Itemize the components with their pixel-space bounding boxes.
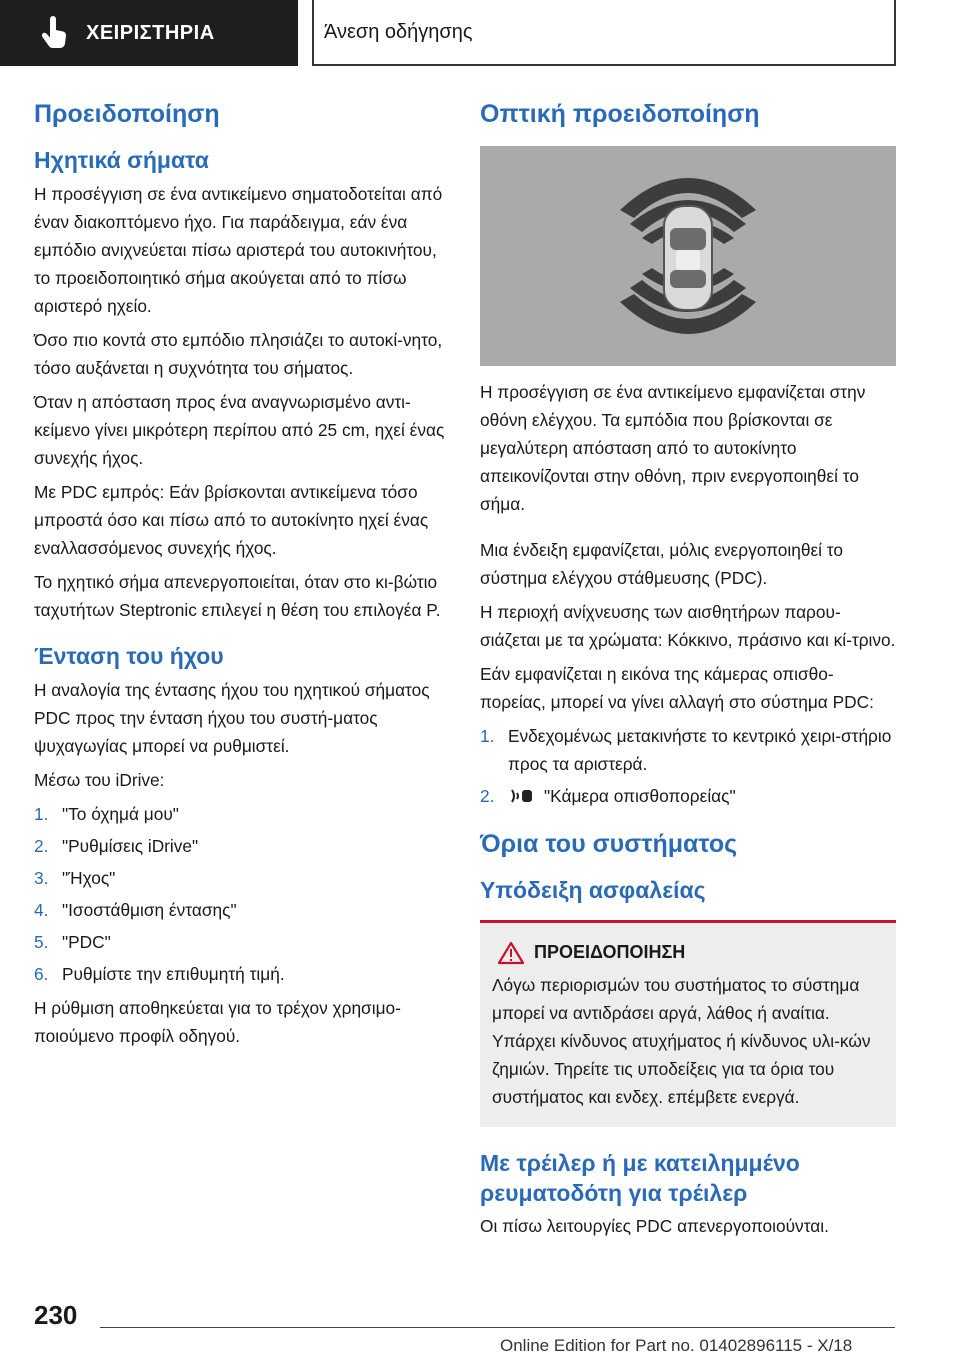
- left-column: [34, 98, 454, 1056]
- paragraph: Μια ένδειξη εμφανίζεται, μόλις ενεργοποιηθεί το σύστημα ελέγχου στάθμευσης (PDC).: [480, 539, 843, 588]
- section-title: ΧΕΙΡΙΣΤΗΡΙΑ: [86, 21, 215, 44]
- paragraph: Όσο πιο κοντά στο εμπόδιο πλησιάζει το αυτοκί-νητο, τόσο αυξάνεται η συχνότητα του σήματος.: [34, 329, 443, 378]
- paragraph: Η ρύθμιση αποθηκεύεται για το τρέχον χρησιμο-ποιούμενο προφίλ οδηγού.: [34, 997, 401, 1046]
- paragraph: Η προσέγγιση σε ένα αντικείμενο εμφανίζεται στην οθόνη ελέγχου. Τα εμπόδια που βρίσκονται σε μεγαλύτερη απόσταση από το αυτοκίνητο απεικονίζονται στην οθόνη, πριν ενεργοποιηθεί το σήμα.: [480, 381, 866, 514]
- paragraph: Το ηχητικό σήμα απενεργοποιείται, όταν στο κι-βώτιο ταχυτήτων Steptronic επιλεγεί η θέση του επιλογέα P.: [34, 571, 441, 620]
- list-item: 4. "Ισοστάθμιση έντασης": [34, 899, 237, 920]
- heading-visual-warning: Οπτική προειδοποίηση: [480, 100, 760, 128]
- paragraph: Η προσέγγιση σε ένα αντικείμενο σηματοδοτείται από έναν διακοπτόμενο ήχο. Για παράδειγμα, εάν ένα εμπόδιο ανιχνεύεται πίσω αριστερά του αυτοκινήτου, το προειδοποιητικό σήμα ακούγεται από το πίσω αριστερό ηχείο.: [34, 183, 443, 316]
- paragraph: Με PDC εμπρός: Εάν βρίσκονται αντικείμενα τόσο μπροστά όσο και πίσω από το αυτοκίνητο ηχεί ένας εναλλασσόμενος συνεχής ήχος.: [34, 481, 429, 558]
- page-header: [0, 0, 960, 66]
- warning-header: [492, 941, 884, 965]
- heading-trailer: Με τρέιλερ ή με κατειλημμένο ρευματοδότη για τρέιλερ: [480, 1149, 800, 1206]
- list-item: 6. Ρυθμίστε την επιθυμητή τιμή.: [34, 963, 285, 984]
- list-item: 1. "Το όχημά μου": [34, 803, 179, 824]
- pdc-display-figure: [480, 146, 896, 366]
- paragraph: Εάν εμφανίζεται η εικόνα της κάμερας οπισθο-πορείας, μπορεί να γίνει αλλαγή στο σύστημα PDC:: [480, 663, 874, 712]
- chapter-title: Άνεση οδήγησης: [324, 20, 473, 43]
- warning-box: [480, 920, 896, 1127]
- steps-list: [480, 722, 896, 810]
- paragraph: Μέσω του iDrive:: [34, 769, 165, 790]
- section-tab: [0, 0, 298, 66]
- car-sensor-icon: [480, 146, 896, 366]
- right-column: [480, 98, 896, 1246]
- edition-note: Online Edition for Part no. 01402896115 - X/18: [500, 1336, 853, 1355]
- list-item: 2. "Κάμερα οπισθοπορείας": [480, 785, 736, 806]
- list-item: 2. "Ρυθμίσεις iDrive": [34, 835, 199, 856]
- list-item: 3. "Ήχος": [34, 867, 116, 888]
- list-item: 5. "PDC": [34, 931, 111, 952]
- heading-audio-signals: Ηχητικά σήματα: [34, 146, 209, 173]
- heading-system-limits: Όρια του συστήματος: [480, 829, 738, 858]
- chapter-tab: [312, 0, 896, 66]
- paragraph: Η αναλογία της έντασης ήχου του ηχητικού σήματος PDC προς την ένταση ήχου του συστή-ματος ψυχαγωγίας μπορεί να ρυθμιστεί.: [34, 679, 430, 756]
- warning-title: ΠΡΟΕΙΔΟΠΟΙΗΣΗ: [534, 942, 686, 963]
- heading-warning: Προειδοποίηση: [34, 100, 220, 128]
- warning-text: Λόγω περιορισμών του συστήματος το σύστημα μπορεί να αντιδράσει αργά, λάθος ή αναίτια. Υπάρχει κίνδυνος ατυχήματος ή κίνδυνος υλι-κών ζημιών. Τηρείτε τις υποδείξεις για τα όρια του συστήματος και ενδεχ. επέμβετε ενεργά.: [492, 974, 871, 1107]
- steps-list: [34, 800, 454, 988]
- paragraph: Όταν η απόσταση προς ένα αναγνωρισμένο αντι-κείμενο γίνει μικρότερη περίπου από 25 cm, ηχεί ένας συνεχής ήχος.: [34, 391, 445, 468]
- heading-safety-note: Υπόδειξη ασφαλείας: [480, 876, 706, 903]
- list-item: 1. Ενδεχομένως μετακινήστε το κεντρικό χειρι-στήριο προς τα αριστερά.: [480, 725, 892, 774]
- footer-divider: [100, 1327, 895, 1328]
- paragraph: Οι πίσω λειτουργίες PDC απενεργοποιούνται.: [480, 1216, 829, 1237]
- pointing-hand-icon: [36, 15, 72, 51]
- heading-volume: Ένταση του ήχου: [34, 642, 224, 669]
- paragraph: Η περιοχή ανίχνευσης των αισθητήρων παρου-σιάζεται με τα χρώματα: Κόκκινο, πράσινο και κί-τρινο.: [480, 601, 896, 650]
- warning-triangle-icon: [498, 941, 524, 965]
- page-number: 230: [34, 1300, 78, 1330]
- parking-sensor-icon: [508, 786, 536, 806]
